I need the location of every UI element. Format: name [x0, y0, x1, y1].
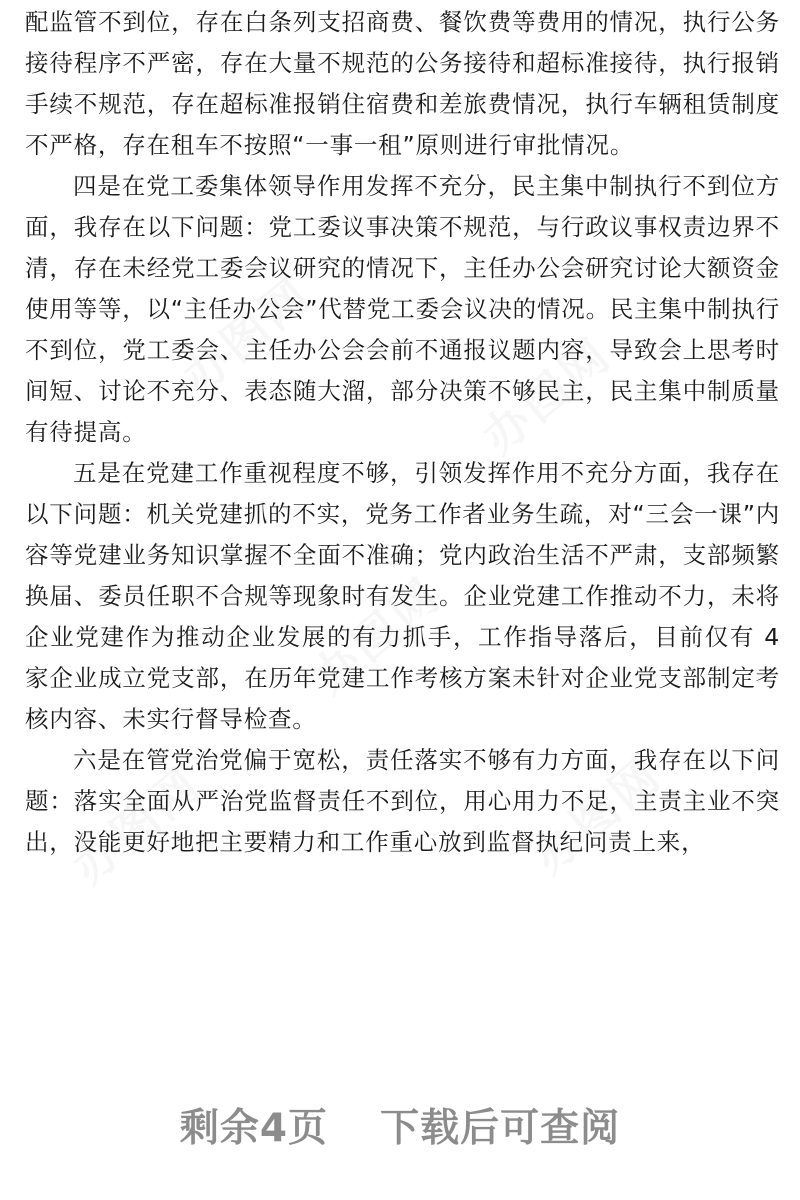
paragraph-item-five: 五是在党建工作重视程度不够，引领发挥作用不充分方面，我存在以下问题：机关党建抓的不实，党务工作者业务生疏，对“三会一课”内容等党建业务知识掌握不全面不准确；党内政治生活不严肃，支部频繁换届、委员任职不合规等现象时有发生。企业党建工作推动不力，未将企业党建作为推动企业发展的有力抓手，工作指导落后，目前仅有 4 家企业成立党支部，在历年党建工作考核方案未针对企业党支部制定考核内容、未实行督导检查。 [25, 459, 780, 733]
watermark: 办图网 [472, 326, 622, 465]
paragraph-item-six: 六是在管党治党偏于宽松，责任落实不够有力方面，我存在以下问题：落实全面从严治党监督责任不到位，用心用力不足，主责主业不突出，没能更好地把主要精力和工作重心放到监督执纪问责上来， [25, 746, 780, 856]
paragraph-item-four: 四是在党工委集体领导作用发挥不充分，民主集中制执行不到位方面，我存在以下问题：党工委议事决策不规范，与行政议事权责边界不清，存在未经党工委会议研究的情况下，主任办公会研究讨论大额资金使用等等，以“主任办公会”代替党工委会议决的情况。民主集中制执行不到位，党工委会、主任办公会会前不通报议题内容，导致会上思考时间短、讨论不充分、表态随大溜，部分决策不够民主，民主集中制质量有待提高。 [25, 172, 780, 446]
remaining-pages-label: 剩余4页 [179, 1106, 329, 1151]
watermark: 办图网 [302, 566, 452, 705]
download-to-view-label[interactable]: 下载后可查阅 [380, 1106, 621, 1151]
paragraph-continuation: 配监管不到位，存在白条列支招商费、餐饮费等费用的情况，执行公务接待程序不严密，存在大量不规范的公务接待和超标准接待，执行报销手续不规范，存在超标准报销住宿费和差旅费情况，执行车辆租赁制度不严格，存在租车不按照“一事一租”原则进行审批情况。 [25, 8, 780, 159]
watermark: 办图网 [522, 746, 672, 885]
watermark: 办图网 [62, 756, 212, 895]
document-body [25, 0, 780, 863]
watermark: 办图网 [172, 266, 322, 405]
download-prompt-banner[interactable] [0, 1100, 800, 1150]
